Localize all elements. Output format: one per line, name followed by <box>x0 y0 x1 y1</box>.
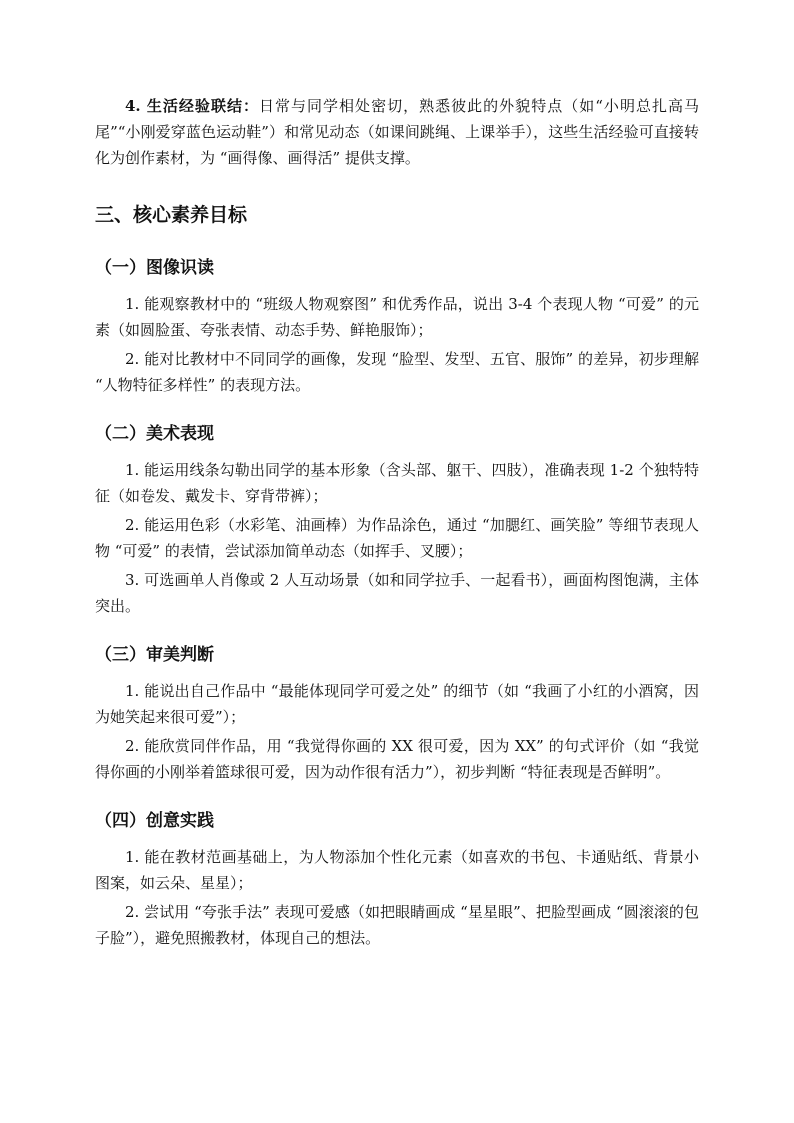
intro-text: 日常与同学相处密切，熟悉彼此的外貌特点（如“小明总扎高马尾”“小刚爱穿蓝色运动鞋”）和常见动态（如课间跳绳、上课举手），这些生活经验可直接转化为创作素材，为 “画得像、画得活” 提供支撑。 <box>95 97 699 167</box>
list-item: 1. 能运用线条勾勒出同学的基本形象（含头部、躯干、四肢），准确表现 1-2 个独特特征（如卷发、戴发卡、穿背带裤）； <box>95 461 699 505</box>
subsection-title-creative-practice: （四）创意实践 <box>95 811 214 831</box>
list-item: 1. 能说出自己作品中 “最能体现同学可爱之处” 的细节（如 “我画了小红的小酒窝，因为她笑起来很可爱”）； <box>95 682 699 726</box>
list-item: 3. 可选画单人肖像或 2 人互动场景（如和同学拉手、一起看书），画面构图饱满，主体突出。 <box>95 571 699 615</box>
intro-label: 4. 生活经验联结： <box>125 97 259 115</box>
list-item: 1. 能观察教材中的 “班级人物观察图” 和优秀作品，说出 3-4 个表现人物 “可爱” 的元素（如圆脸蛋、夸张表情、动态手势、鲜艳服饰）； <box>95 295 699 339</box>
subsection-title-aesthetic-judgment: （三）审美判断 <box>95 645 214 665</box>
document-page <box>95 93 699 951</box>
list-item: 2. 能对比教材中不同同学的画像，发现 “脸型、发型、五官、服饰” 的差异，初步理解 “人物特征多样性” 的表现方法。 <box>95 350 699 394</box>
intro-paragraph <box>95 93 699 171</box>
list-item: 2. 能欣赏同伴作品，用 “我觉得你画的 XX 很可爱，因为 XX” 的句式评价（如 “我觉得你画的小刚举着篮球很可爱，因为动作很有活力”），初步判断 “特征表现是否鲜明”。 <box>95 737 699 781</box>
list-item: 2. 尝试用 “夸张手法” 表现可爱感（如把眼睛画成 “星星眼”、把脸型画成 “圆滚滚的包子脸”），避免照搬教材，体现自己的想法。 <box>95 903 699 947</box>
list-item: 1. 能在教材范画基础上，为人物添加个性化元素（如喜欢的书包、卡通贴纸、背景小图案，如云朵、星星）； <box>95 848 699 892</box>
section-title: 三、核心素养目标 <box>95 204 248 226</box>
list-item: 2. 能运用色彩（水彩笔、油画棒）为作品涂色，通过 “加腮红、画笑脸” 等细节表现人物 “可爱” 的表情，尝试添加简单动态（如挥手、叉腰）； <box>95 516 699 560</box>
subsection-title-image-reading: （一）图像识读 <box>95 258 214 278</box>
subsection-title-art-expression: （二）美术表现 <box>95 424 214 444</box>
